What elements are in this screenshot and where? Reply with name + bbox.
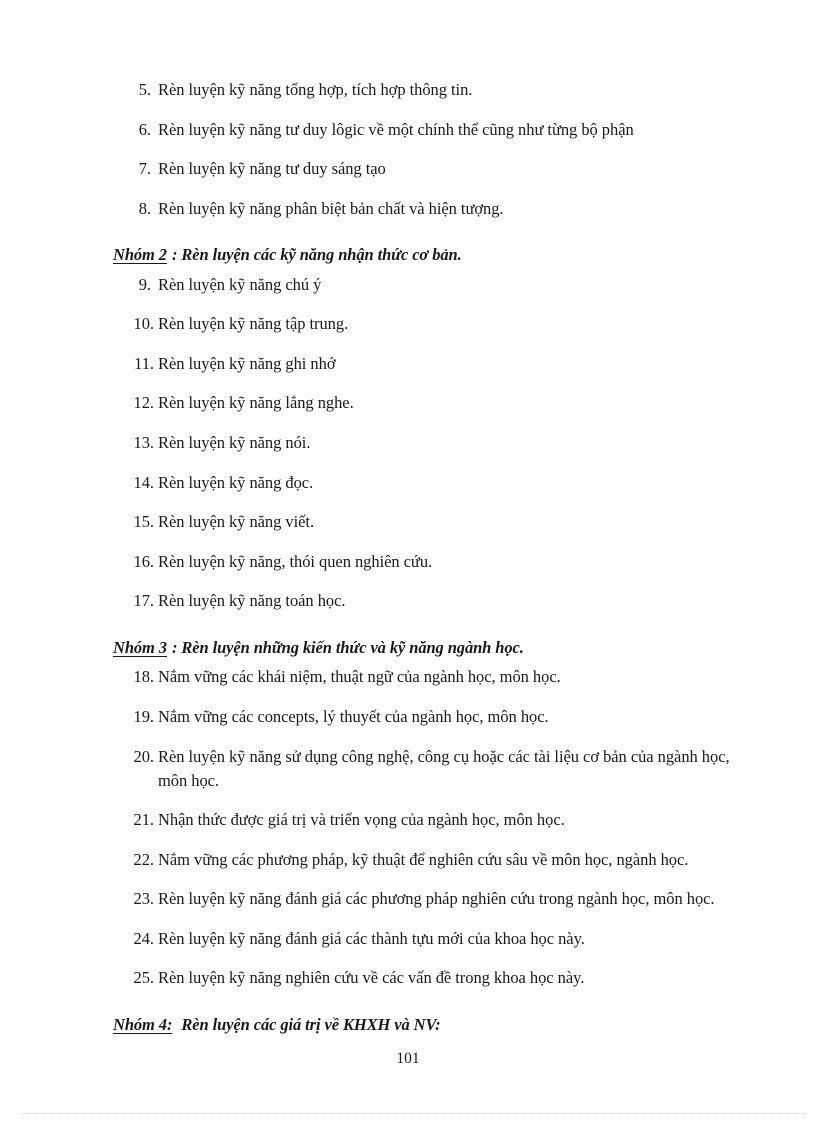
list-item (113, 665, 743, 689)
list-item-text: Rèn luyện kỹ năng lắng nghe. (158, 393, 354, 413)
group-heading-label: Nhóm 3 (113, 637, 167, 657)
group-heading (113, 629, 743, 665)
list-item (113, 745, 743, 793)
list-item (113, 510, 743, 534)
list-item (113, 157, 743, 181)
list-item (113, 431, 743, 455)
list-item-number: 15. (133, 512, 154, 532)
list-item (113, 352, 743, 376)
list-item-text: Rèn luyện kỹ năng phân biệt bản chất và hiện tượng. (158, 198, 504, 218)
document-body (113, 78, 743, 1042)
list-item-text: Rèn luyện kỹ năng toán học. (158, 591, 346, 611)
list-item-number: 9. (138, 274, 151, 294)
list-item (113, 78, 743, 102)
list-item (113, 808, 743, 832)
group-heading (113, 1006, 743, 1042)
list-item-number: 6. (138, 119, 151, 139)
list-item (113, 197, 743, 221)
list-item-number: 12. (133, 393, 154, 413)
group-heading-label: Nhóm 4: (113, 1015, 173, 1035)
list-item-text: Rèn luyện kỹ năng tập trung. (158, 314, 349, 334)
list-item-number: 16. (133, 551, 154, 571)
group-heading-text: : Rèn luyện những kiến thức và kỹ năng ngành học. (171, 637, 524, 657)
list-item-text: Rèn luyện kỹ năng chú ý (158, 274, 322, 294)
list-item (113, 273, 743, 297)
list-item-number: 11. (134, 353, 154, 373)
group-heading (113, 236, 743, 272)
list-item (113, 312, 743, 336)
list-item-number: 17. (133, 591, 154, 611)
list-item (113, 589, 743, 613)
list-item-text: Nắm vững các phương pháp, kỹ thuật để nghiên cứu sâu về môn học, ngành học. (158, 849, 689, 869)
list-item (113, 966, 743, 990)
list-item-number: 20. (133, 746, 154, 766)
list-item-number: 24. (133, 928, 154, 948)
list-item-number: 8. (138, 198, 151, 218)
list-item-text: Rèn luyện kỹ năng viết. (158, 512, 315, 532)
list-item-text: Rèn luyện kỹ năng tư duy lôgic về một chính thể cũng như từng bộ phận (158, 119, 634, 139)
list-item (113, 705, 743, 729)
list-item-text: Nắm vững các concepts, lý thuyết của ngành học, môn học. (158, 706, 549, 726)
group-heading-text: : Rèn luyện các kỹ năng nhận thức cơ bản. (171, 245, 462, 265)
numbered-list (113, 78, 743, 221)
list-item (113, 848, 743, 872)
list-item-number: 23. (133, 889, 154, 909)
list-item-number: 19. (133, 706, 154, 726)
group-heading-label: Nhóm 2 (113, 245, 167, 265)
list-item-text: Nắm vững các khái niệm, thuật ngữ của ngành học, môn học. (158, 667, 561, 687)
list-item-number: 14. (133, 472, 154, 492)
list-item-number: 18. (133, 667, 154, 687)
scan-artifact-line (22, 1113, 806, 1115)
list-item-number: 7. (138, 159, 151, 179)
page-number: 101 (396, 1050, 420, 1067)
list-item-text: Rèn luyện kỹ năng ghi nhớ (158, 353, 336, 373)
list-item (113, 391, 743, 415)
list-item-text: Rèn luyện kỹ năng, thói quen nghiên cứu. (158, 551, 433, 571)
list-item-number: 22. (133, 849, 154, 869)
list-item (113, 118, 743, 142)
list-item-text: Rèn luyện kỹ năng đánh giá các phương pháp nghiên cứu trong ngành học, môn học. (158, 889, 715, 909)
numbered-list (113, 273, 743, 614)
list-item-number: 21. (133, 810, 154, 830)
content-blocks (113, 78, 743, 1042)
list-item (113, 887, 743, 911)
list-item (113, 550, 743, 574)
numbered-list (113, 665, 743, 990)
list-item-number: 25. (133, 968, 154, 988)
list-item-text: Rèn luyện kỹ năng nói. (158, 433, 311, 453)
list-item-number: 5. (138, 80, 151, 99)
group-heading-text: Rèn luyện các giá trị về KHXH và NV: (177, 1015, 441, 1035)
list-item-text: Rèn luyện kỹ năng đánh giá các thành tựu mới của khoa học này. (158, 928, 585, 948)
list-item-text: Nhận thức được giá trị và triển vọng của ngành học, môn học. (158, 810, 565, 830)
list-item-text: Rèn luyện kỹ năng đọc. (158, 472, 314, 492)
list-item-number: 10. (133, 314, 154, 334)
list-item-number: 13. (133, 433, 154, 453)
list-item (113, 471, 743, 495)
list-item (113, 927, 743, 951)
list-item-text: Rèn luyện kỹ năng tổng hợp, tích hợp thông tin. (158, 80, 473, 99)
list-item-text: Rèn luyện kỹ năng nghiên cứu về các vấn đề trong khoa học này. (158, 968, 585, 988)
list-item-text: Rèn luyện kỹ năng sử dụng công nghệ, công cụ hoặc các tài liệu cơ bản của ngành học, môn học. (158, 746, 730, 790)
list-item-text: Rèn luyện kỹ năng tư duy sáng tạo (158, 159, 386, 179)
